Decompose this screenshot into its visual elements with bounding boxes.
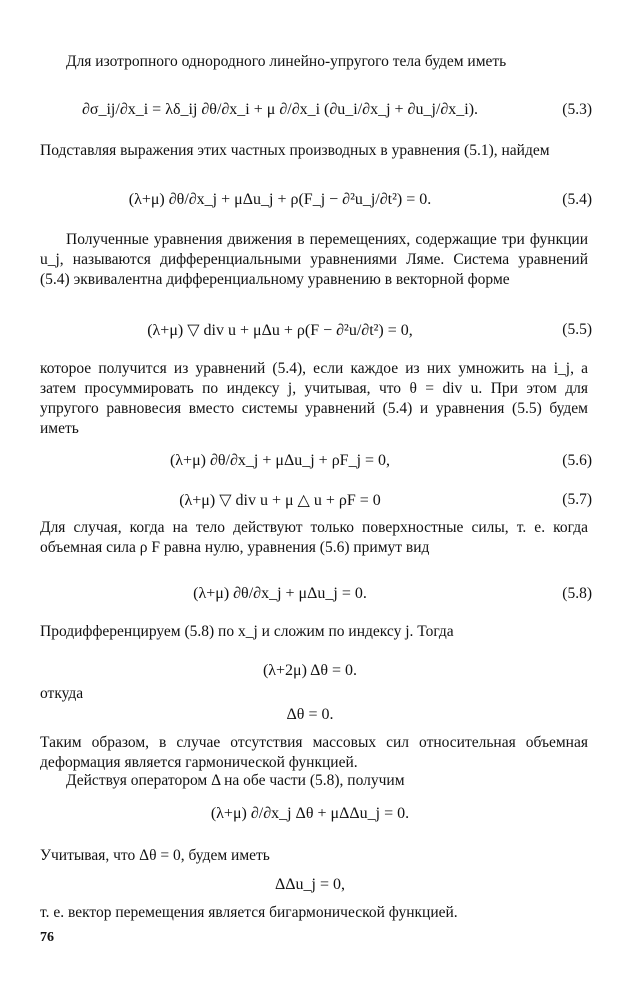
equation-5-6 [0, 443, 624, 479]
equation-5-6-number: (5.6) [562, 452, 592, 469]
equation-apply-laplace-formula: (λ+μ) ∂/∂x_j Δθ + μΔΔu_j = 0. [210, 805, 410, 822]
paragraph-lame-equations: Полученные уравнения движения в перемещениях, содержащие три функции u_j, называются дифференциальными уравнениями Ляме. Система уравнений (5.4) эквивалентна дифференциальному уравнению в векторной форме [40, 231, 588, 288]
equation-5-8-formula: (λ+μ) ∂θ/∂x_j + μΔu_j = 0. [193, 585, 367, 602]
equation-laplace-theta [0, 702, 624, 728]
equation-5-5 [0, 312, 624, 348]
paragraph-apply-operator: Действуя оператором Δ на обе части (5.8), получим [66, 772, 405, 789]
equation-5-7-formula: (λ+μ) ▽ div u + μ △ u + ρF = 0 [179, 492, 381, 509]
paragraph-harmonic-function: Таким образом, в случае отсутствия массовых сил относительная объемная деформация является гармонической функцией. [40, 734, 588, 771]
equation-lambda-2mu [0, 658, 624, 684]
paragraph-differentiate: Продифференцируем (5.8) по x_j и сложим по индексу j. Тогда [40, 623, 454, 640]
equation-5-4-number: (5.4) [562, 191, 592, 208]
paragraph-considering: Учитывая, что Δθ = 0, будем иметь [40, 847, 270, 864]
equation-biharmonic-formula: ΔΔu_j = 0, [274, 876, 346, 893]
equation-5-5-number: (5.5) [562, 321, 592, 338]
paragraph-surface-forces: Для случая, когда на тело действуют только поверхностные силы, т. е. когда объемная сила ρ F равна нулю, уравнения (5.6) примут вид [40, 519, 588, 556]
paragraph-isotropic-body: Для изотропного однородного линейно-упругого тела будем иметь [66, 53, 507, 70]
paragraph-vector-form-derivation: которое получится из уравнений (5.4), если каждое из них умножить на i_j, а затем просуммировать по индексу j, учитывая, что θ = div u. При этом для упругого равновесия вместо системы уравнений (5.4) и уравнения (5.5) будем иметь [40, 360, 588, 437]
equation-5-3-number: (5.3) [562, 101, 592, 118]
equation-5-7 [0, 487, 624, 513]
page-number: 76 [40, 930, 54, 945]
equation-5-3 [0, 92, 624, 128]
paragraph-biharmonic-conclusion: т. е. вектор перемещения является бигармонической функцией. [40, 904, 458, 921]
paragraph-substituting: Подставляя выражения этих частных производных в уравнения (5.1), найдем [40, 142, 550, 159]
equation-5-8 [0, 576, 624, 612]
equation-5-4-formula: (λ+μ) ∂θ/∂x_j + μΔu_j + ρ(F_j − ∂²u_j/∂t²) = 0. [128, 191, 432, 208]
paragraph-whence: откуда [40, 685, 84, 702]
equation-5-6-formula: (λ+μ) ∂θ/∂x_j + μΔu_j + ρF_j = 0, [169, 452, 391, 469]
equation-lambda-2mu-formula: (λ+2μ) Δθ = 0. [262, 662, 358, 679]
equation-apply-laplace [0, 796, 624, 832]
equation-5-3-formula: ∂σ_ij/∂x_i = λδ_ij ∂θ/∂x_i + μ ∂/∂x_i (∂u_i/∂x_j + ∂u_j/∂x_i). [81, 101, 479, 118]
equation-5-4 [0, 182, 624, 218]
equation-5-5-formula: (λ+μ) ▽ div u + μΔu + ρ(F − ∂²u/∂t²) = 0, [147, 322, 413, 339]
equation-5-7-number: (5.7) [562, 491, 592, 508]
equation-laplace-theta-formula: Δθ = 0. [286, 706, 334, 723]
equation-biharmonic [0, 872, 624, 898]
equation-5-8-number: (5.8) [562, 585, 592, 602]
